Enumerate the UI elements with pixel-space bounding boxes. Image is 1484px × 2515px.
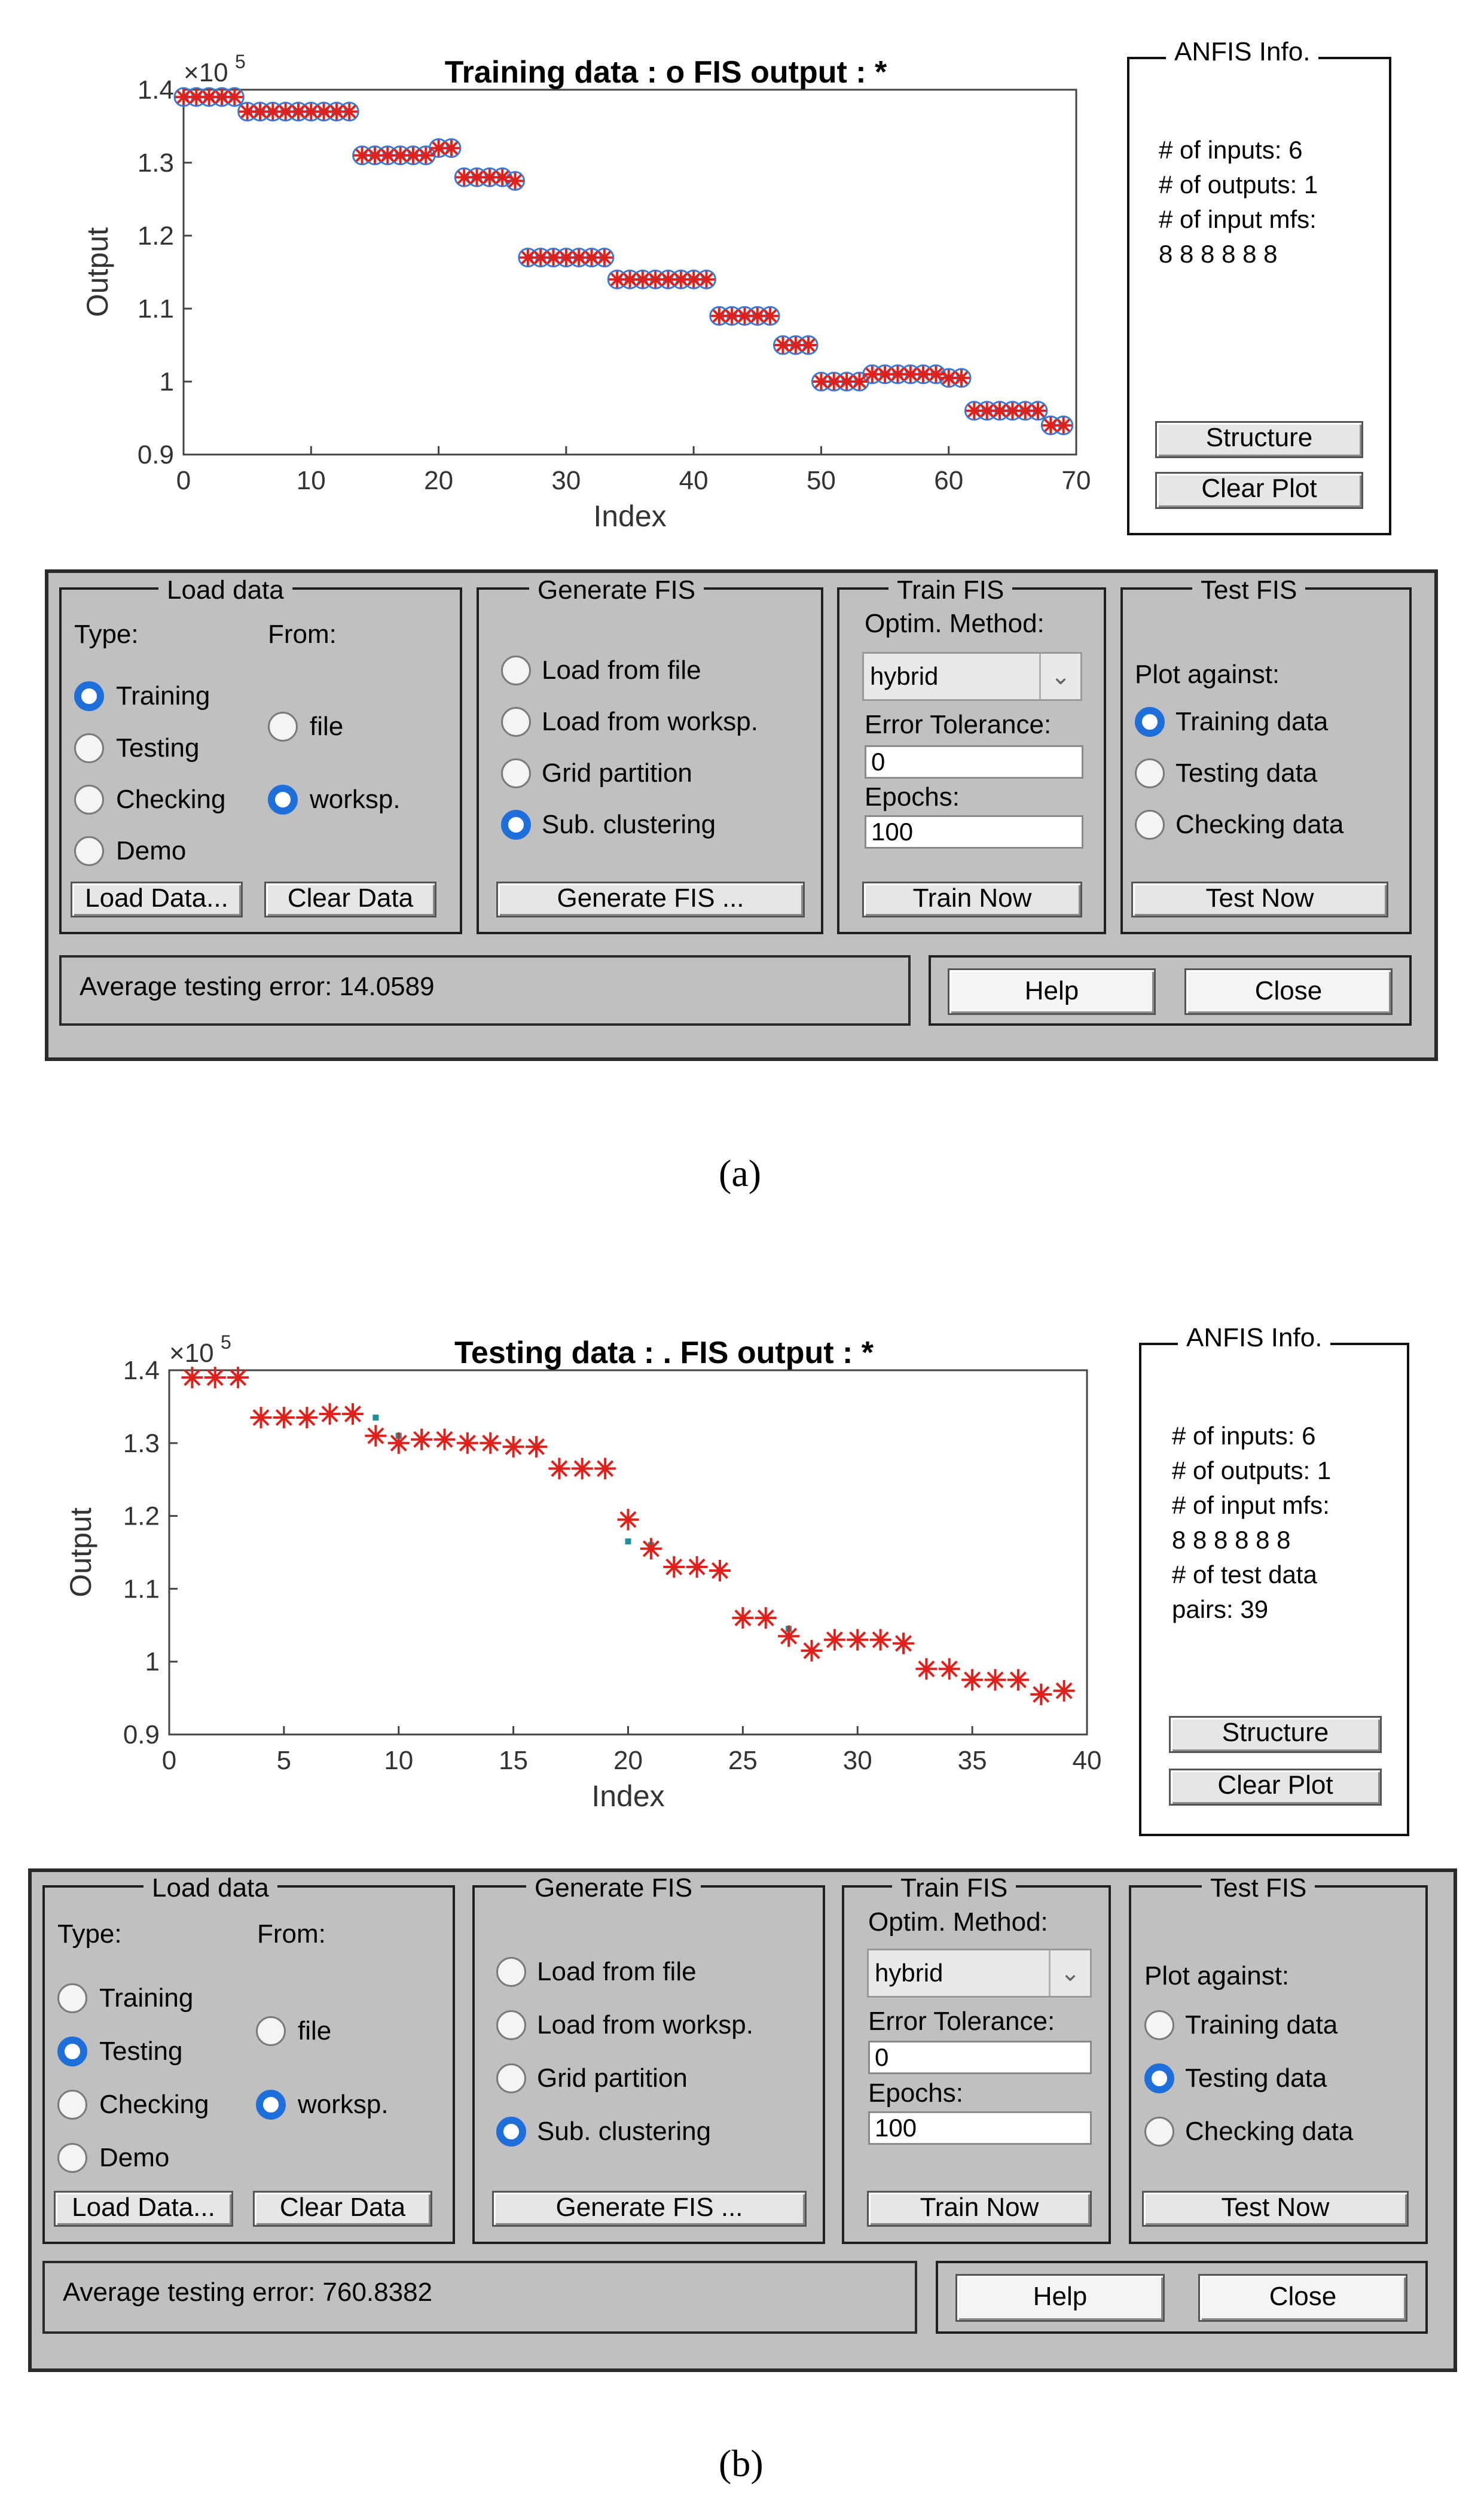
optim-method-select[interactable] (867, 1949, 1092, 1998)
anfis-input-mfs: # of input mfs: (1172, 1491, 1330, 1519)
exponent-label: ×10 (169, 1339, 214, 1368)
plot-against-label: Plot against: (1144, 1961, 1290, 1990)
x-tick-label: 70 (1061, 466, 1091, 495)
x-tick-label: 50 (806, 466, 836, 495)
type-training-radio[interactable] (57, 1983, 87, 2013)
x-tick-label: 25 (728, 1746, 758, 1775)
from-file-radio[interactable] (268, 712, 298, 742)
load-from-worksp-label: Load from worksp. (542, 707, 758, 736)
epochs-label: Epochs: (868, 2078, 963, 2108)
y-tick-label: 1.1 (123, 1574, 160, 1604)
load-from-worksp-radio[interactable] (496, 2010, 526, 2040)
clear-data-button[interactable]: Clear Data (253, 2191, 432, 2227)
from-label: From: (268, 620, 337, 649)
type-testing-radio[interactable] (57, 2037, 87, 2066)
type-testing-label: Testing (116, 733, 200, 763)
from-file-radio[interactable] (256, 2016, 286, 2046)
y-tick-label: 1.2 (137, 221, 174, 251)
anfis-info-legend: ANFIS Info. (1178, 1323, 1330, 1353)
anfis-mfs-values: 8 8 8 8 8 8 (1172, 1526, 1291, 1554)
test-fis-legend: Test FIS (1192, 575, 1305, 605)
x-tick-label: 30 (551, 466, 581, 495)
y-tick-label: 1.4 (123, 1356, 160, 1385)
optim-method-select[interactable] (862, 652, 1082, 701)
data-point-star (417, 147, 434, 164)
help-button[interactable]: Help (948, 968, 1156, 1015)
type-training-label: Training (116, 681, 210, 711)
type-testing-radio[interactable] (74, 733, 104, 763)
status-bar: Average testing error: 14.0589 (59, 955, 911, 1026)
sub-clustering-label: Sub. clustering (542, 810, 716, 839)
y-tick-label: 1.3 (137, 148, 174, 178)
x-tick-label: 10 (296, 466, 326, 495)
load-from-file-label: Load from file (542, 656, 701, 685)
from-file-label: file (298, 2016, 332, 2045)
load-from-file-radio[interactable] (501, 656, 531, 685)
chart-title: Testing data : . FIS output : * (454, 1336, 874, 1370)
from-worksp-radio[interactable] (268, 785, 298, 815)
chart-title: Training data : o FIS output : * (444, 55, 887, 90)
error-tolerance-label: Error Tolerance: (868, 2007, 1055, 2036)
optim-method-value: hybrid (870, 662, 939, 690)
from-worksp-label: worksp. (310, 785, 401, 814)
x-tick-label: 60 (934, 466, 964, 495)
load-from-file-radio[interactable] (496, 1957, 526, 1987)
x-tick-label: 20 (424, 466, 454, 495)
data-point-star (1030, 403, 1046, 419)
train-fis-legend: Train FIS (892, 1873, 1016, 1903)
clear-plot-button[interactable]: Clear Plot (1155, 472, 1363, 509)
plot-checking-data-label: Checking data (1175, 810, 1344, 839)
data-point-star (226, 89, 243, 105)
help-button[interactable]: Help (955, 2274, 1165, 2322)
anfis-inputs: # of inputs: 6 (1159, 136, 1303, 164)
type-label: Type: (74, 620, 139, 649)
x-tick-label: 15 (499, 1746, 529, 1775)
train-fis-legend: Train FIS (888, 575, 1012, 605)
plot-training-data-label: Training data (1185, 2010, 1338, 2040)
y-axis-label: Output (81, 227, 114, 318)
type-demo-radio[interactable] (57, 2143, 87, 2173)
load-from-worksp-label: Load from worksp. (537, 2010, 753, 2040)
type-training-radio[interactable] (74, 681, 104, 711)
plot-testing-data-radio[interactable] (1144, 2063, 1174, 2093)
generate-fis-legend: Generate FIS (526, 1873, 701, 1903)
anfis-test-data: # of test data (1172, 1560, 1317, 1589)
x-axis-label: Index (591, 1779, 665, 1813)
plot-testing-data-label: Testing data (1185, 2063, 1327, 2093)
data-point-star (953, 370, 970, 386)
test-fis-legend: Test FIS (1202, 1873, 1315, 1903)
anfis-input-mfs: # of input mfs: (1159, 205, 1317, 233)
anfis-outputs: # of outputs: 1 (1159, 170, 1318, 199)
structure-button[interactable]: Structure (1169, 1716, 1382, 1753)
y-tick-label: 1 (145, 1647, 160, 1677)
data-point-star (698, 271, 714, 288)
epochs-field[interactable]: 100 (865, 815, 1083, 849)
train-now-button[interactable]: Train Now (867, 2191, 1092, 2227)
load-data-button[interactable]: Load Data... (71, 882, 243, 917)
exponent-power: 5 (235, 51, 246, 72)
type-checking-label: Checking (116, 785, 226, 814)
caption-b: (b) (719, 2442, 764, 2484)
clear-data-button[interactable]: Clear Data (264, 882, 436, 917)
load-data-legend: Load data (158, 575, 292, 605)
y-tick-label: 1.3 (123, 1428, 160, 1458)
y-tick-label: 0.9 (137, 440, 174, 470)
plot-training-data-radio[interactable] (1144, 2010, 1174, 2040)
close-button[interactable]: Close (1184, 968, 1393, 1015)
grid-partition-radio[interactable] (501, 758, 531, 788)
x-tick-label: 30 (842, 1746, 872, 1775)
type-label: Type: (57, 1919, 122, 1949)
anfis-inputs: # of inputs: 6 (1172, 1422, 1316, 1450)
from-worksp-label: worksp. (298, 2090, 389, 2119)
train-now-button[interactable]: Train Now (862, 882, 1082, 917)
sub-clustering-label: Sub. clustering (537, 2117, 712, 2146)
grid-partition-radio[interactable] (496, 2063, 526, 2093)
sub-clustering-radio[interactable] (501, 810, 531, 840)
chevron-down-icon: ⌄ (1049, 1950, 1090, 1996)
plot-against-label: Plot against: (1135, 660, 1280, 689)
type-demo-radio[interactable] (74, 836, 104, 866)
x-tick-label: 40 (679, 466, 709, 495)
load-data-button[interactable]: Load Data... (54, 2191, 233, 2227)
test-now-button[interactable]: Test Now (1131, 882, 1388, 917)
from-worksp-radio[interactable] (256, 2090, 286, 2120)
data-point-star (507, 173, 524, 190)
exponent-power: 5 (221, 1331, 231, 1353)
plot-training-data-radio[interactable] (1135, 707, 1165, 737)
grid-partition-label: Grid partition (542, 758, 692, 788)
y-tick-label: 1.4 (137, 75, 174, 105)
x-tick-label: 35 (957, 1746, 987, 1775)
optim-method-label: Optim. Method: (865, 609, 1045, 638)
plot-training-data-label: Training data (1175, 707, 1329, 736)
x-tick-label: 10 (384, 1746, 414, 1775)
generate-fis-button[interactable]: Generate FIS ... (496, 882, 805, 917)
anfis-info-box (1127, 57, 1391, 535)
plot-checking-data-radio[interactable] (1135, 810, 1165, 840)
generate-fis-legend: Generate FIS (529, 575, 704, 605)
from-file-label: file (310, 712, 344, 741)
y-tick-label: 1 (159, 367, 174, 397)
x-tick-label: 20 (613, 1746, 643, 1775)
y-tick-label: 1.2 (123, 1501, 160, 1531)
type-demo-label: Demo (116, 836, 187, 865)
anfis-test-pairs: pairs: 39 (1172, 1595, 1269, 1623)
type-training-label: Training (99, 1983, 194, 2013)
y-axis-label: Output (64, 1507, 97, 1598)
optim-method-label: Optim. Method: (868, 1907, 1048, 1937)
data-point-star (494, 169, 511, 185)
type-checking-label: Checking (99, 2090, 209, 2119)
sub-clustering-radio[interactable] (496, 2117, 526, 2147)
epochs-field[interactable]: 100 (868, 2111, 1092, 2145)
plot-checking-data-label: Checking data (1185, 2117, 1354, 2146)
clear-plot-button[interactable]: Clear Plot (1169, 1769, 1382, 1806)
x-tick-label: 0 (161, 1746, 177, 1775)
chevron-down-icon: ⌄ (1039, 654, 1080, 699)
y-tick-label: 1.1 (137, 294, 174, 324)
error-tolerance-field[interactable]: 0 (868, 2041, 1092, 2074)
type-testing-label: Testing (99, 2037, 183, 2066)
generate-fis-button[interactable]: Generate FIS ... (492, 2191, 807, 2227)
x-tick-label: 40 (1072, 1746, 1102, 1775)
exponent-label: ×10 (184, 58, 228, 87)
structure-button[interactable]: Structure (1155, 421, 1363, 458)
load-from-file-label: Load from file (537, 1957, 697, 1986)
data-point-star (596, 249, 613, 266)
error-tolerance-label: Error Tolerance: (865, 710, 1052, 739)
plot-checking-data-radio[interactable] (1144, 2117, 1174, 2147)
close-button[interactable]: Close (1198, 2274, 1407, 2322)
type-checking-radio[interactable] (57, 2090, 87, 2120)
error-tolerance-field[interactable]: 0 (865, 745, 1083, 779)
type-checking-radio[interactable] (74, 785, 104, 815)
data-point-star (443, 140, 460, 157)
caption-a: (a) (719, 1152, 762, 1194)
y-tick-label: 0.9 (123, 1720, 160, 1749)
optim-method-value: hybrid (875, 1959, 943, 1987)
plot-testing-data-radio[interactable] (1135, 758, 1165, 788)
anfis-mfs-values: 8 8 8 8 8 8 (1159, 240, 1278, 268)
from-label: From: (257, 1919, 326, 1949)
type-demo-label: Demo (99, 2143, 170, 2172)
x-tick-label: 0 (176, 466, 191, 495)
x-axis-label: Index (593, 499, 667, 533)
plot-testing-data-label: Testing data (1175, 758, 1318, 788)
load-from-worksp-radio[interactable] (501, 707, 531, 737)
grid-partition-label: Grid partition (537, 2063, 688, 2093)
x-tick-label: 5 (276, 1746, 292, 1775)
anfis-outputs: # of outputs: 1 (1172, 1456, 1332, 1484)
test-now-button[interactable]: Test Now (1142, 2191, 1409, 2227)
epochs-label: Epochs: (865, 782, 960, 812)
anfis-info-legend: ANFIS Info. (1166, 37, 1318, 67)
load-data-legend: Load data (143, 1873, 277, 1903)
status-bar: Average testing error: 760.8382 (42, 2261, 917, 2334)
